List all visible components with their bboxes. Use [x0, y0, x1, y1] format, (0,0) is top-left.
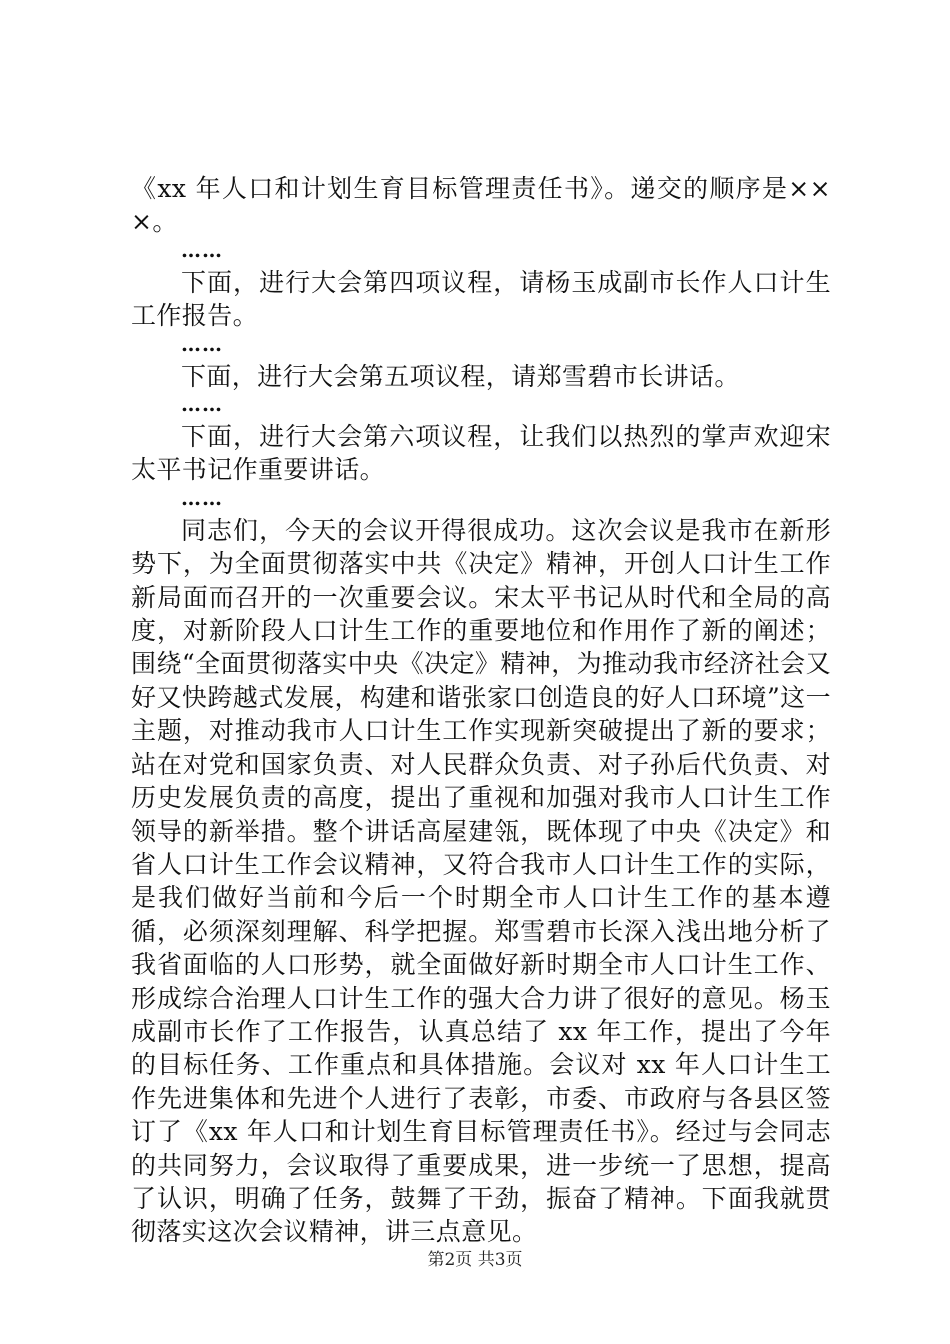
paragraph-agenda-item-six: 下面，进行大会第六项议程，让我们以热烈的掌声欢迎宋太平书记作重要讲话。	[131, 422, 831, 485]
paragraph-responsibility-book-continued: 《xx 年人口和计划生育目标管理责任书》。递交的顺序是×××。	[131, 174, 831, 237]
ellipsis-separator: ……	[181, 237, 223, 262]
paragraph-agenda-item-four: 下面，进行大会第四项议程，请杨玉成副市长作人口计生工作报告。	[131, 267, 831, 331]
ellipsis-separator: ……	[181, 485, 223, 510]
ellipsis-separator: ……	[181, 331, 223, 356]
paragraph-meeting-summary: 同志们，今天的会议开得很成功。这次会议是我市在新形势下，为全面贯彻落实中共《决定》精神，开创人口计生工作新局面而召开的一次重要会议。宋太平书记从时代和全局的高度，对新阶段人口计生工作的重要地位和作用作了新的阐述；围绕“全面贯彻落实中央《决定》精神，为推动我市经济社会又好又快跨越式发展，构建和谐张家口创造良的好人口环境”这一主题，对推动我市人口计生工作实现新突破提出了新的要求；站在对党和国家负责、对人民群众负责、对子孙后代负责、对历史发展负责的高度，提出了重视和加强对我市人口计生工作领导的新举措。整个讲话高屋建瓴，既体现了中央《决定》和省人口计生工作会议精神，又符合我市人口计生工作的实际，是我们做好当前和今后一个时期全市人口计生工作的基本遵循，必须深刻理解、科学把握。郑雪碧市长深入浅出地分析了我省面临的人口形势，就全面做好新时期全市人口计生工作、形成综合治理人口计生工作的强大合力讲了很好的意见。杨玉成副市长作了工作报告，认真总结了 xx 年工作，提出了今年的目标任务、工作重点和具体措施。会议对 xx 年人口计生工作先进集体和先进个人进行了表彰，市委、市政府与各县区签订了《xx 年人口和计划生育目标管理责任书》。经过与会同志的共同努力，会议取得了重要成果，进一步统一了思想，提高了认识，明确了任务，鼓舞了干劲，振奋了精神。下面我就贯彻落实这次会议精神，讲三点意见。	[131, 515, 831, 1247]
ellipsis-separator: ……	[181, 392, 223, 417]
paragraph-agenda-item-five: 下面，进行大会第五项议程，请郑雪碧市长讲话。	[181, 361, 740, 391]
page-number-footer: 第2页 共3页	[427, 1250, 523, 1270]
document-body	[131, 172, 831, 1249]
